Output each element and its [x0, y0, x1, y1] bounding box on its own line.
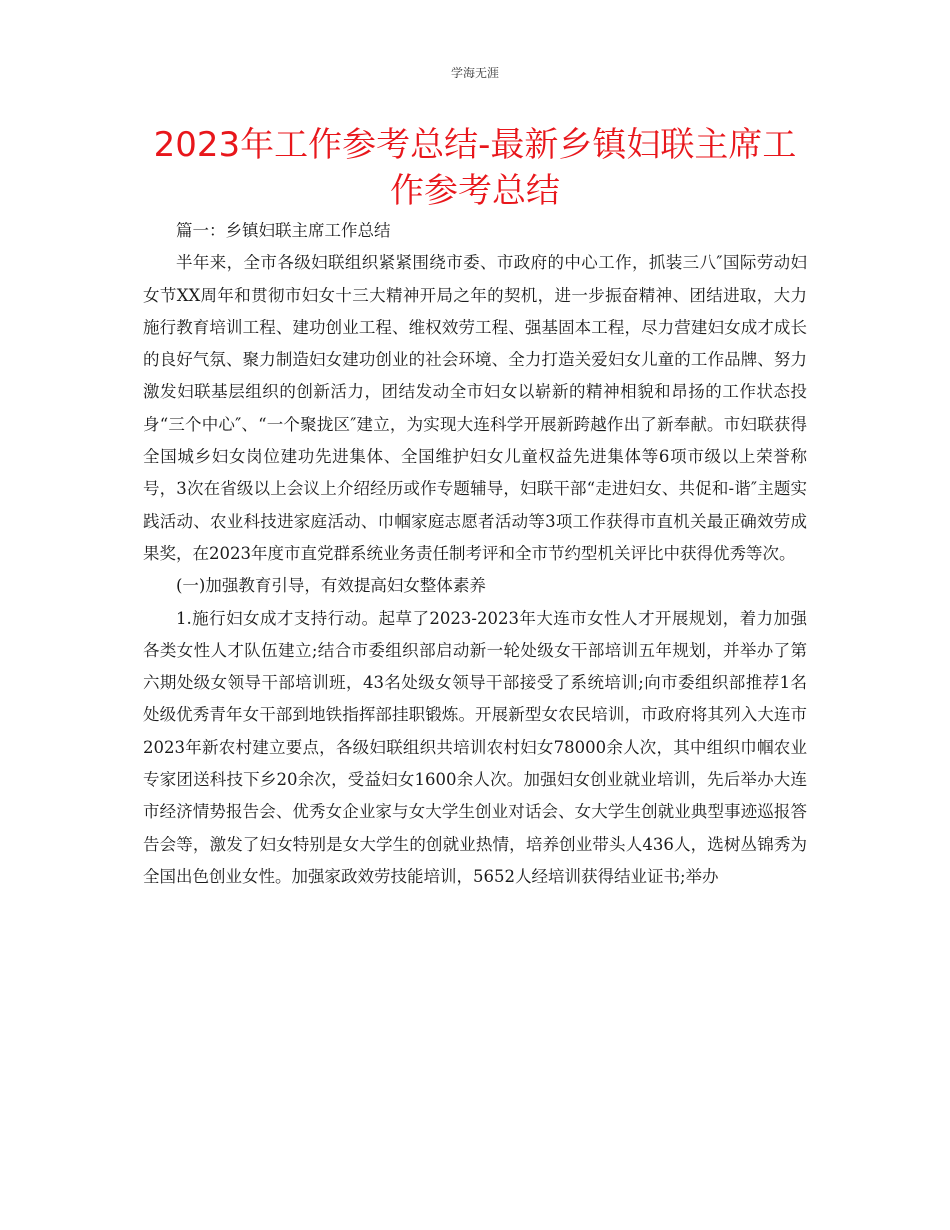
body-paragraph: 半年来，全市各级妇联组织紧紧围绕市委、市政府的中心工作，抓装三八″国际劳动妇女节XX周年和贯彻市妇女十三大精神开局之年的契机，进一步振奋精神、团结进取，大力施行教育培训工程、建功创业工程、维权效劳工程、强基固本工程，尽力营建妇女成才成长的良好气氛、聚力制造妇女建功创业的社会环境、全力打造关爱妇女儿童的工作品牌、努力激发妇联基层组织的创新活力，团结发动全市妇女以崭新的精神相貌和昂扬的工作状态投身“三个中心″、“一个聚拢区″建立，为实现大连科学开展新跨越作出了新奉献。市妇联获得全国城乡妇女岗位建功先进集体、全国维护妇女儿童权益先进集体等6项市级以上荣誉称号，3次在省级以上会议上介绍经历或作专题辅导，妇联干部“走进妇女、共促和-谐″主题实践活动、农业科技进家庭活动、巾帼家庭志愿者活动等3项工作获得市直机关最正确效劳成果奖，在2023年度市直党群系统业务责任制考评和全市节约型机关评比中获得优秀等次。 — [143, 253, 807, 563]
section-heading: 篇一：乡镇妇联主席工作总结 — [176, 221, 391, 240]
body-paragraph: 1.施行妇女成才支持行动。起草了2023-2023年大连市女性人才开展规划，着力加强各类女性人才队伍建立;结合市委组织部启动新一轮处级女干部培训五年规划，并举办了第六期处级女领导干部培训班，43名处级女领导干部接受了系统培训;向市委组织部推荐1名处级优秀青年女干部到地铁指挥部挂职锻炼。开展新型女农民培训，市政府将其列入大连市2023年新农村建立要点，各级妇联组织共培训农村妇女78000余人次，其中组织巾帼农业专家团送科技下乡20余次，受益妇女1600余人次。加强妇女创业就业培训，先后举办大连市经济情势报告会、优秀女企业家与女大学生创业对话会、女大学生创就业典型事迹巡报答告会等，激发了妇女特别是女大学生的创就业热情，培养创业带头人436人，选树丛锦秀为全国出色创业女性。加强家政效劳技能培训，5652人经培训获得结业证书;举办 — [143, 608, 807, 886]
subsection-heading: (一)加强教育引导，有效提高妇女整体素养 — [176, 576, 486, 596]
header-watermark: 学海无涯 — [450, 66, 499, 80]
document-title: 2023年工作参考总结-最新乡镇妇联主席工作参考总结 — [153, 125, 797, 211]
document-body — [143, 215, 807, 893]
